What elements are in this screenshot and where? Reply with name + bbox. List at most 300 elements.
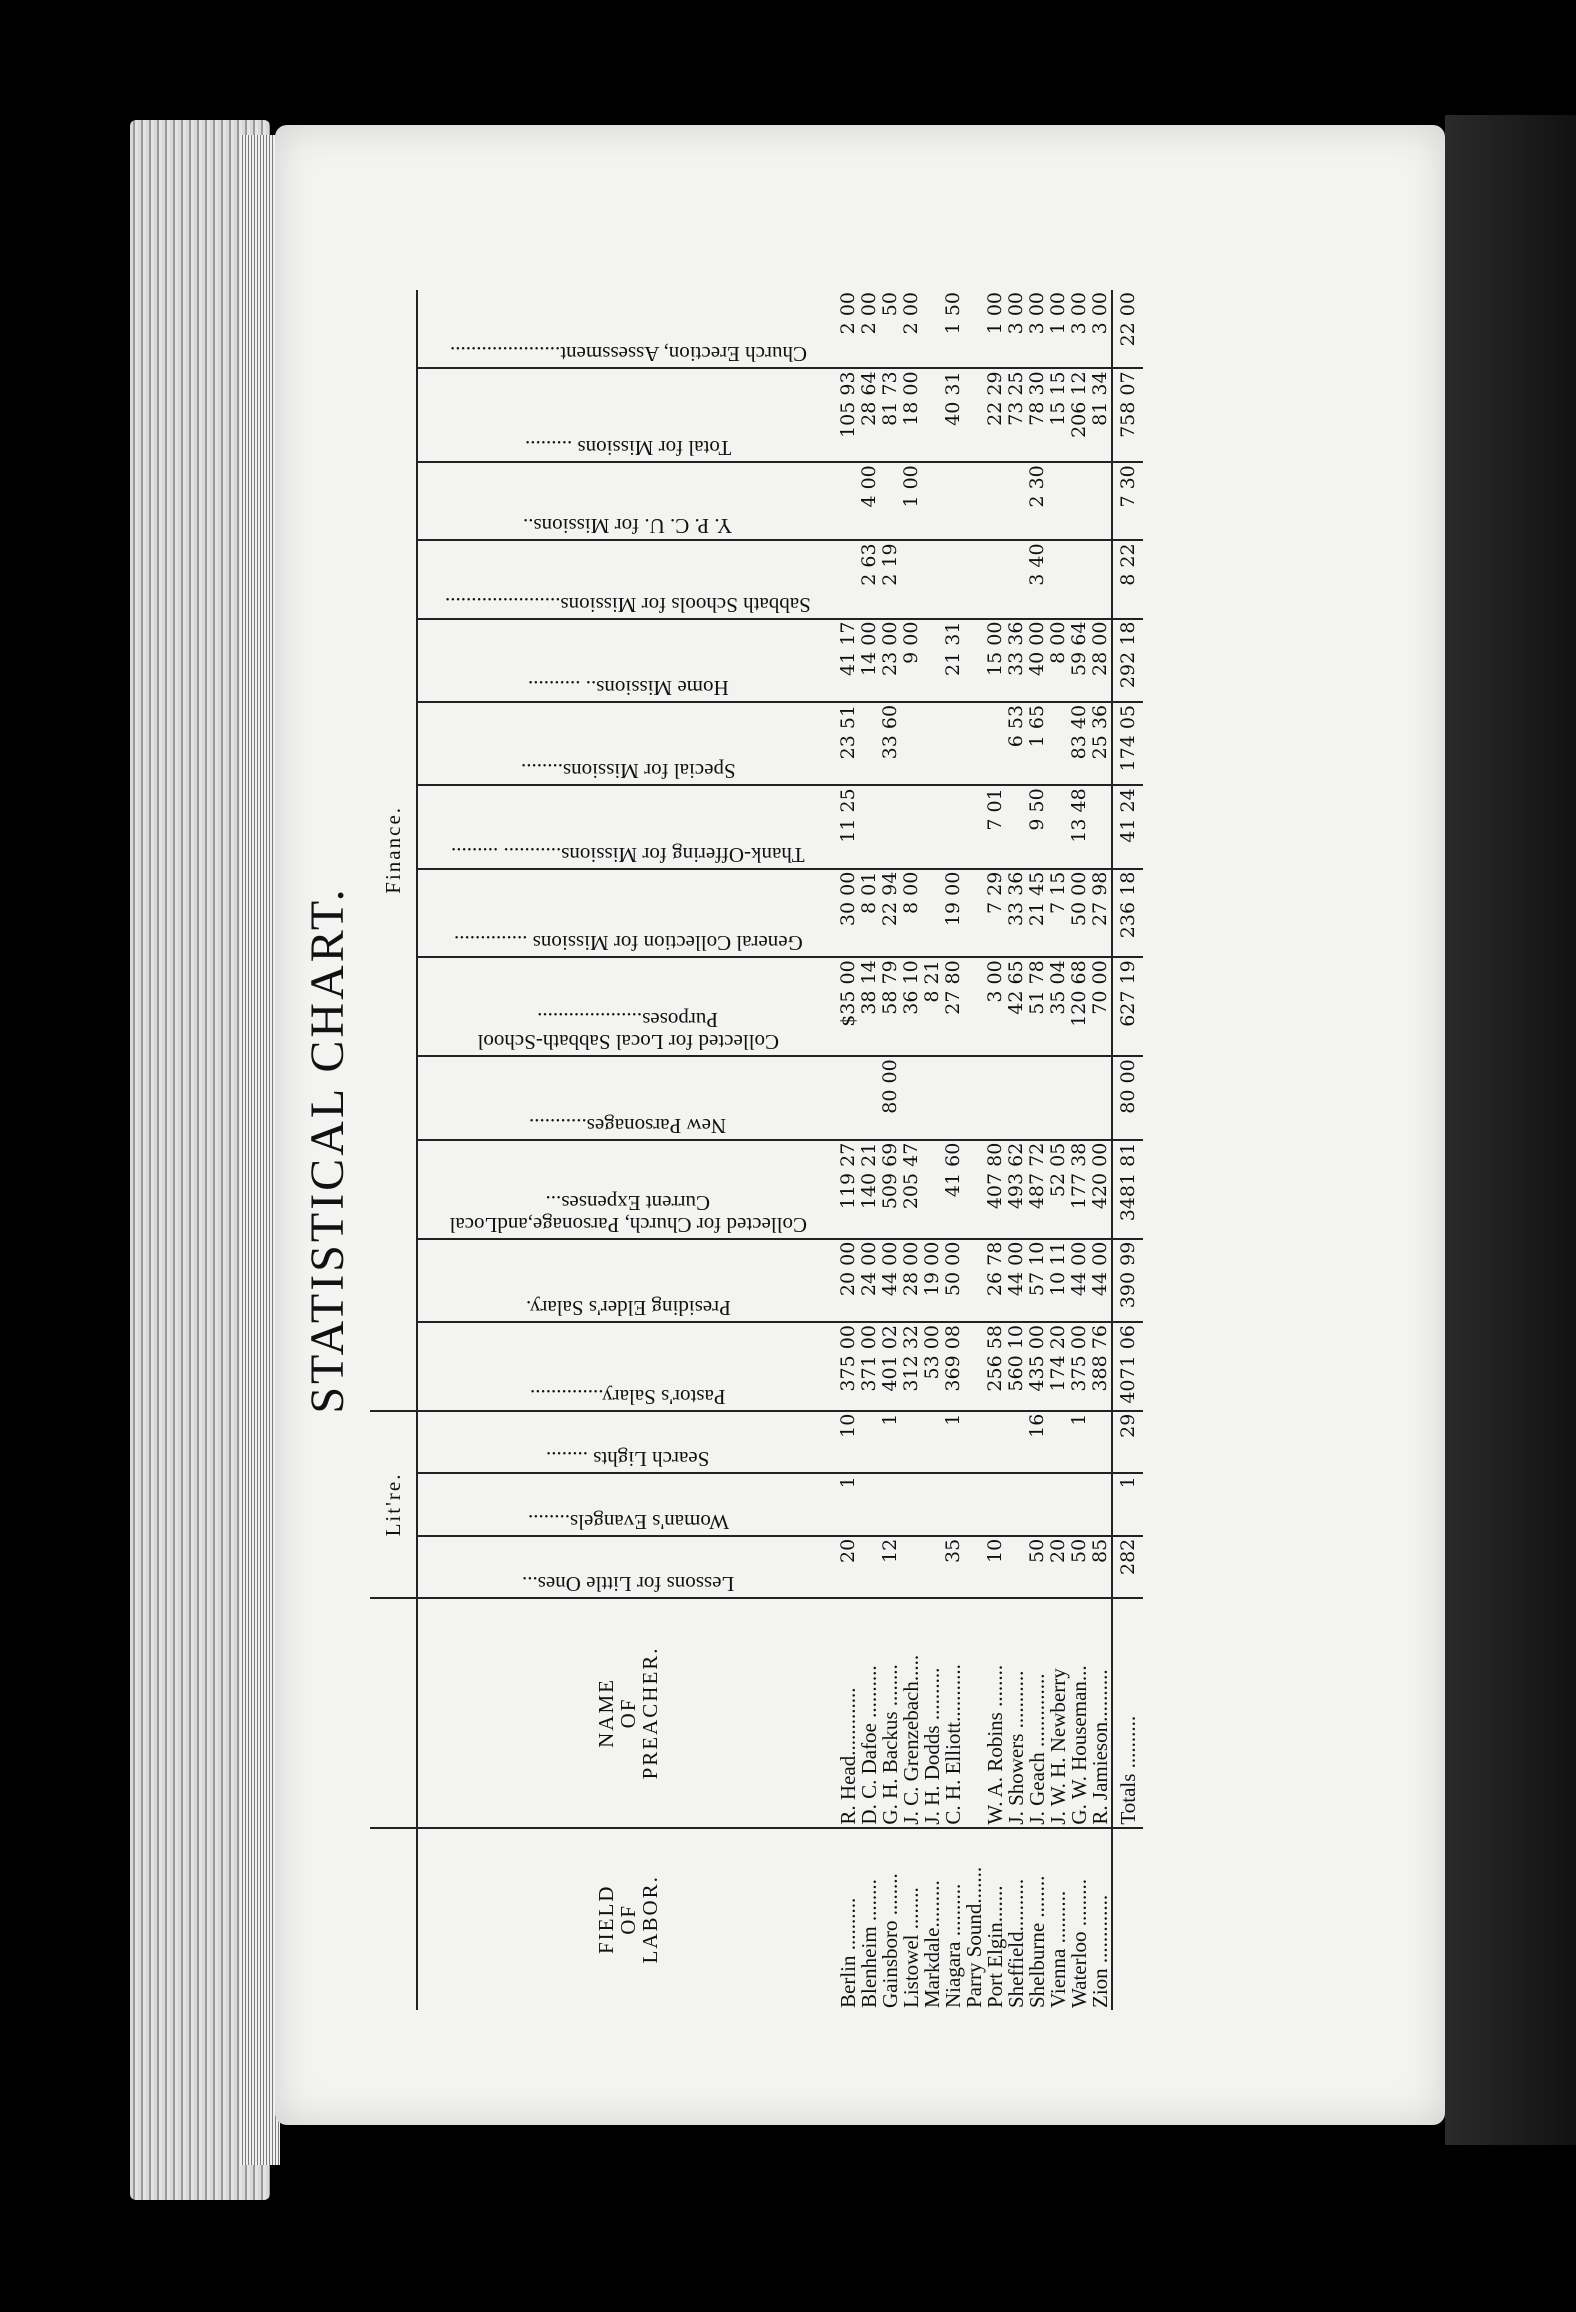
value-cell: 18 00 — [901, 368, 922, 462]
value-cell: 3 40 — [1027, 540, 1048, 618]
column-header — [417, 1140, 838, 1239]
column-header — [417, 1411, 838, 1474]
field-header-line: LABOR. — [638, 1875, 663, 1964]
value-cell — [964, 368, 985, 462]
value-cell: 435 00 — [1027, 1322, 1048, 1411]
value-cell: 1 65 — [1027, 702, 1048, 785]
value-cell: 1 — [1069, 1411, 1090, 1474]
statistical-table — [370, 290, 1143, 2010]
value-cell: 3 00 — [1069, 290, 1090, 368]
value-cell: $35 00 — [838, 957, 859, 1056]
value-cell — [1090, 1473, 1112, 1536]
field-of-labor-cell: Waterloo ......... — [1067, 1879, 1091, 2008]
field-of-labor-cell: Parry Sound....... — [962, 1866, 986, 2008]
value-cell: 20 00 — [838, 1239, 859, 1322]
value-cell — [922, 1056, 943, 1139]
value-cell — [901, 1536, 922, 1599]
value-cell — [859, 1411, 880, 1474]
value-cell: 177 38 — [1069, 1140, 1090, 1239]
value-cell: 44 00 — [1006, 1239, 1027, 1322]
value-cell: 36 10 — [901, 957, 922, 1056]
value-cell — [838, 1056, 859, 1139]
value-cell — [922, 869, 943, 958]
value-cell — [1048, 462, 1069, 540]
value-cell: 59 64 — [1069, 619, 1090, 702]
column-header-text: Lessons for Little Ones... — [521, 1572, 735, 1597]
value-cell: 28 64 — [859, 368, 880, 462]
column-header-text: New Parsonages........... — [529, 1113, 727, 1138]
value-cell: 50 — [880, 290, 901, 368]
column-header-text: Special for Missions........ — [520, 759, 736, 784]
value-cell: 1 — [1112, 1473, 1143, 1536]
preacher-header-spacer — [370, 1598, 417, 1827]
table-row — [838, 290, 859, 2010]
value-cell: 312 32 — [901, 1322, 922, 1411]
preacher-name-cell: J. W. H. Newberry — [1048, 1598, 1069, 1827]
column-header-text: Collected for Church, Parsonage,andLocal Current Expenses... — [449, 1190, 807, 1237]
value-cell — [859, 785, 880, 868]
value-cell — [964, 702, 985, 785]
value-cell: 174 20 — [1048, 1322, 1069, 1411]
value-cell: 3 00 — [985, 957, 1006, 1056]
value-cell: 30 00 — [838, 869, 859, 958]
value-cell: 40 31 — [943, 368, 964, 462]
column-header — [417, 957, 838, 1056]
value-cell — [922, 619, 943, 702]
field-of-labor-cell — [1112, 1828, 1143, 2010]
field-of-labor-cell: Listowel ........ — [899, 1887, 923, 2008]
value-cell — [1069, 462, 1090, 540]
value-cell: 53 00 — [922, 1322, 943, 1411]
value-cell: 50 00 — [943, 1239, 964, 1322]
value-cell — [901, 702, 922, 785]
value-cell: 23 51 — [838, 702, 859, 785]
preacher-name-cell — [964, 1598, 985, 1827]
value-cell: 10 — [985, 1536, 1006, 1599]
value-cell — [964, 1411, 985, 1474]
totals-row — [1112, 290, 1143, 2010]
table-row — [1069, 290, 1090, 2010]
column-header — [417, 1239, 838, 1322]
value-cell — [964, 619, 985, 702]
value-cell — [922, 785, 943, 868]
rotated-chart — [300, 290, 1360, 2010]
value-cell: 38 14 — [859, 957, 880, 1056]
value-cell: 22 29 — [985, 368, 1006, 462]
value-cell — [922, 1140, 943, 1239]
value-cell: 375 00 — [838, 1322, 859, 1411]
value-cell: 27 80 — [943, 957, 964, 1056]
value-cell: 3 00 — [1090, 290, 1112, 368]
value-cell: 12 — [880, 1536, 901, 1599]
value-cell — [1069, 1473, 1090, 1536]
value-cell: 44 00 — [1090, 1239, 1112, 1322]
value-cell: 9 00 — [901, 619, 922, 702]
value-cell: 44 00 — [880, 1239, 901, 1322]
preacher-name-cell: R. Head............. — [838, 1598, 859, 1827]
value-cell — [964, 1322, 985, 1411]
column-header-text: Church Erection, Assessment..................... — [449, 342, 807, 367]
value-cell: 420 00 — [1090, 1140, 1112, 1239]
table-body — [838, 290, 1143, 2010]
value-cell: 7 15 — [1048, 869, 1069, 958]
field-of-labor-cell: Markdale......... — [920, 1880, 944, 2008]
value-cell: 2 00 — [838, 290, 859, 368]
value-cell: 27 98 — [1090, 869, 1112, 958]
value-cell: 15 15 — [1048, 368, 1069, 462]
value-cell: 85 — [1090, 1536, 1112, 1599]
value-cell: 42 65 — [1006, 957, 1027, 1056]
value-cell: 10 11 — [1048, 1239, 1069, 1322]
table-row — [922, 290, 943, 2010]
value-cell — [859, 1536, 880, 1599]
value-cell: 33 36 — [1006, 869, 1027, 958]
book-page-edges-inner — [240, 135, 280, 2165]
value-cell: 1 — [880, 1411, 901, 1474]
preacher-name-cell: J. H. Dodds .......... — [922, 1598, 943, 1827]
value-cell — [964, 785, 985, 868]
value-cell — [964, 540, 985, 618]
column-header — [417, 1536, 838, 1599]
column-header — [417, 290, 838, 368]
value-cell — [1006, 1056, 1027, 1139]
value-cell — [838, 540, 859, 618]
value-cell: 24 00 — [859, 1239, 880, 1322]
value-cell — [901, 1473, 922, 1536]
value-cell — [922, 540, 943, 618]
value-cell: 58 79 — [880, 957, 901, 1056]
value-cell: 8 01 — [859, 869, 880, 958]
column-header-text: Thank-Offering for Missions........... ......... — [451, 842, 805, 867]
value-cell: 1 — [943, 1411, 964, 1474]
value-cell: 73 25 — [1006, 368, 1027, 462]
value-cell — [838, 462, 859, 540]
value-cell: 758 07 — [1112, 368, 1143, 462]
value-cell — [922, 702, 943, 785]
value-cell: 81 34 — [1090, 368, 1112, 462]
column-header — [417, 1056, 838, 1139]
value-cell — [964, 290, 985, 368]
column-header-text: Woman's Evangels........ — [527, 1509, 729, 1534]
value-cell: 256 58 — [985, 1322, 1006, 1411]
value-cell: 29 — [1112, 1411, 1143, 1474]
value-cell: 1 00 — [1048, 290, 1069, 368]
preacher-name-cell: W. A. Robins ........ — [985, 1598, 1006, 1827]
value-cell: 4 00 — [859, 462, 880, 540]
value-cell: 19 00 — [943, 869, 964, 958]
value-cell — [859, 702, 880, 785]
value-cell — [964, 1536, 985, 1599]
value-cell — [922, 1411, 943, 1474]
value-cell — [1090, 1056, 1112, 1139]
value-cell: 2 63 — [859, 540, 880, 618]
field-of-labor-cell: Gainsboro ........ — [878, 1873, 902, 2008]
value-cell: 140 21 — [859, 1140, 880, 1239]
value-cell: 4071 06 — [1112, 1322, 1143, 1411]
value-cell: 1 50 — [943, 290, 964, 368]
table-row — [1090, 290, 1112, 2010]
value-cell: 105 93 — [838, 368, 859, 462]
value-cell — [964, 462, 985, 540]
value-cell: 23 00 — [880, 619, 901, 702]
preacher-header-line: PREACHER. — [638, 1646, 663, 1780]
field-header-spacer — [370, 1828, 417, 2010]
field-header-line: FIELD — [593, 1884, 618, 1955]
value-cell: 80 00 — [1112, 1056, 1143, 1139]
table-row — [964, 290, 985, 2010]
value-cell — [964, 957, 985, 1056]
preacher-name-cell: D. C. Dafoe .......... — [859, 1598, 880, 1827]
value-cell — [1090, 462, 1112, 540]
value-cell: 20 — [838, 1536, 859, 1599]
value-cell — [1048, 1473, 1069, 1536]
value-cell — [964, 1056, 985, 1139]
value-cell — [880, 785, 901, 868]
value-cell — [964, 869, 985, 958]
value-cell — [1090, 785, 1112, 868]
column-header — [417, 619, 838, 702]
value-cell: 19 00 — [922, 1239, 943, 1322]
column-header-text: Sabbath Schools for Missions...................... — [445, 592, 811, 617]
value-cell: 13 48 — [1069, 785, 1090, 868]
value-cell: 1 00 — [985, 290, 1006, 368]
value-cell — [1048, 1411, 1069, 1474]
value-cell: 487 72 — [1027, 1140, 1048, 1239]
value-cell: 407 80 — [985, 1140, 1006, 1239]
table-row — [985, 290, 1006, 2010]
field-of-labor-cell: Port Elgin....... — [983, 1885, 1007, 2008]
field-of-labor-cell: Zion ............. — [1088, 1894, 1112, 2008]
value-cell: 1 — [838, 1473, 859, 1536]
value-cell: 50 — [1069, 1536, 1090, 1599]
table-row — [1027, 290, 1048, 2010]
field-of-labor-cell: Niagara .......... — [941, 1883, 965, 2008]
column-header-text: Home Missions.. .......... — [527, 675, 729, 700]
value-cell: 81 73 — [880, 368, 901, 462]
field-of-labor-cell: Blenheim ........ — [857, 1879, 881, 2008]
column-header-text: General Collection for Missions .............. — [453, 931, 803, 956]
value-cell — [1090, 1411, 1112, 1474]
value-cell: 627 19 — [1112, 957, 1143, 1056]
value-cell: 20 — [1048, 1536, 1069, 1599]
column-header — [417, 702, 838, 785]
value-cell: 174 05 — [1112, 702, 1143, 785]
value-cell — [1090, 540, 1112, 618]
value-cell — [922, 290, 943, 368]
value-cell: 560 10 — [1006, 1322, 1027, 1411]
value-cell: 10 — [838, 1411, 859, 1474]
preacher-name-cell: J. Geach .............. — [1027, 1598, 1048, 1827]
value-cell: 8 00 — [1048, 619, 1069, 702]
value-cell: 3 00 — [1006, 290, 1027, 368]
value-cell: 41 60 — [943, 1140, 964, 1239]
value-cell: 28 00 — [1090, 619, 1112, 702]
value-cell: 2 00 — [901, 290, 922, 368]
value-cell: 6 53 — [1006, 702, 1027, 785]
preacher-name-cell: J. Showers ........... — [1006, 1598, 1027, 1827]
value-cell: 11 25 — [838, 785, 859, 868]
value-cell: 70 00 — [1090, 957, 1112, 1056]
value-cell: 282 — [1112, 1536, 1143, 1599]
value-cell — [922, 1473, 943, 1536]
value-cell: 119 27 — [838, 1140, 859, 1239]
preacher-name-cell: Totals .......... — [1112, 1598, 1143, 1827]
value-cell: 8 00 — [901, 869, 922, 958]
value-cell: 509 69 — [880, 1140, 901, 1239]
value-cell — [859, 1056, 880, 1139]
column-header — [417, 1322, 838, 1411]
value-cell — [985, 462, 1006, 540]
value-cell — [1048, 785, 1069, 868]
value-cell — [943, 702, 964, 785]
column-header-text: Pastor's Salary.............. — [530, 1384, 726, 1409]
value-cell: 25 36 — [1090, 702, 1112, 785]
value-cell — [859, 1473, 880, 1536]
column-header-text: Total for Missions ......... — [524, 436, 732, 461]
table-row — [1048, 290, 1069, 2010]
value-cell: 78 30 — [1027, 368, 1048, 462]
column-header — [417, 540, 838, 618]
value-cell: 7 01 — [985, 785, 1006, 868]
value-cell — [901, 785, 922, 868]
column-header — [417, 1473, 838, 1536]
value-cell — [1006, 785, 1027, 868]
value-cell — [943, 462, 964, 540]
value-cell: 236 18 — [1112, 869, 1143, 958]
value-cell: 50 — [1027, 1536, 1048, 1599]
value-cell: 33 36 — [1006, 619, 1027, 702]
value-cell — [1006, 462, 1027, 540]
value-cell: 120 68 — [1069, 957, 1090, 1056]
value-cell: 493 62 — [1006, 1140, 1027, 1239]
value-cell: 205 47 — [901, 1140, 922, 1239]
value-cell — [901, 1056, 922, 1139]
value-cell — [1006, 1536, 1027, 1599]
preacher-name-cell: R. Jamieson.......... — [1090, 1598, 1112, 1827]
value-cell: 16 — [1027, 1411, 1048, 1474]
value-cell: 388 76 — [1090, 1322, 1112, 1411]
value-cell: 369 08 — [943, 1322, 964, 1411]
value-cell: 401 02 — [880, 1322, 901, 1411]
value-cell: 375 00 — [1069, 1322, 1090, 1411]
column-header-text: Y. P. C. U. for Missions.. — [523, 514, 733, 539]
value-cell — [1069, 1056, 1090, 1139]
value-cell: 35 04 — [1048, 957, 1069, 1056]
value-cell — [1027, 1056, 1048, 1139]
preacher-name-cell: G. W. Houseman... — [1069, 1598, 1090, 1827]
column-header — [417, 869, 838, 958]
field-of-labor-cell: Shelburne ........ — [1025, 1875, 1049, 2008]
table-row — [880, 290, 901, 2010]
table-row — [859, 290, 880, 2010]
field-of-labor-cell: Berlin .......... — [836, 1897, 860, 2008]
value-cell: 83 40 — [1069, 702, 1090, 785]
preacher-name-cell: C. H. Elliott........... — [943, 1598, 964, 1827]
value-cell — [1006, 1411, 1027, 1474]
value-cell — [922, 368, 943, 462]
value-cell: 21 45 — [1027, 869, 1048, 958]
value-cell: 3 00 — [1027, 290, 1048, 368]
preacher-header-line: NAME — [593, 1678, 618, 1748]
value-cell: 206 12 — [1069, 368, 1090, 462]
value-cell: 1 00 — [901, 462, 922, 540]
field-of-labor-header — [417, 1828, 838, 2010]
value-cell: 33 60 — [880, 702, 901, 785]
value-cell: 7 30 — [1112, 462, 1143, 540]
column-header-text: Presiding Elder's Salary. — [525, 1296, 731, 1321]
value-cell: 3481 81 — [1112, 1140, 1143, 1239]
value-cell: 40 00 — [1027, 619, 1048, 702]
value-cell: 22 00 — [1112, 290, 1143, 368]
value-cell — [1048, 1056, 1069, 1139]
preacher-name-cell: G. H. Backus ........ — [880, 1598, 901, 1827]
field-of-labor-cell: Vienna .......... — [1046, 1890, 1070, 2008]
field-of-labor-cell: Sheffield.......... — [1004, 1878, 1028, 2008]
value-cell: 14 00 — [859, 619, 880, 702]
table-row — [901, 290, 922, 2010]
value-cell — [922, 462, 943, 540]
value-cell — [1048, 702, 1069, 785]
value-cell: 8 22 — [1112, 540, 1143, 618]
value-cell: 41 24 — [1112, 785, 1143, 868]
value-cell — [943, 1473, 964, 1536]
value-cell: 390 99 — [1112, 1239, 1143, 1322]
value-cell: 292 18 — [1112, 619, 1143, 702]
value-cell — [964, 1473, 985, 1536]
value-cell: 371 00 — [859, 1322, 880, 1411]
field-header-line: OF — [615, 1903, 640, 1935]
value-cell — [985, 540, 1006, 618]
column-header-text: Search Lights ........ — [546, 1447, 710, 1472]
value-cell: 35 — [943, 1536, 964, 1599]
table-row — [943, 290, 964, 2010]
column-header — [417, 462, 838, 540]
value-cell — [1006, 540, 1027, 618]
finance-group-header: Finance. — [370, 290, 417, 1411]
column-header — [417, 368, 838, 462]
value-cell: 8 21 — [922, 957, 943, 1056]
value-cell — [922, 1536, 943, 1599]
value-cell — [901, 540, 922, 618]
value-cell: 22 94 — [880, 869, 901, 958]
name-of-preacher-header — [417, 1598, 838, 1827]
value-cell: 52 05 — [1048, 1140, 1069, 1239]
value-cell — [964, 1140, 985, 1239]
value-cell — [1027, 1473, 1048, 1536]
value-cell: 41 17 — [838, 619, 859, 702]
value-cell — [985, 1056, 1006, 1139]
value-cell — [943, 785, 964, 868]
value-cell — [880, 1473, 901, 1536]
value-cell: 44 00 — [1069, 1239, 1090, 1322]
value-cell: 9 50 — [1027, 785, 1048, 868]
column-header — [417, 785, 838, 868]
value-cell: 50 00 — [1069, 869, 1090, 958]
value-cell — [964, 1239, 985, 1322]
value-cell: 26 78 — [985, 1239, 1006, 1322]
value-cell — [985, 1411, 1006, 1474]
scan-background — [1445, 115, 1576, 2145]
value-cell: 2 00 — [859, 290, 880, 368]
value-cell: 2 30 — [1027, 462, 1048, 540]
column-header-text: Collected for Local Sabbath-School Purposes.................... — [477, 1008, 779, 1055]
value-cell — [943, 1056, 964, 1139]
preacher-header-line: OF — [615, 1697, 640, 1729]
value-cell: 80 00 — [880, 1056, 901, 1139]
value-cell — [943, 540, 964, 618]
value-cell — [985, 1473, 1006, 1536]
value-cell — [1069, 540, 1090, 618]
